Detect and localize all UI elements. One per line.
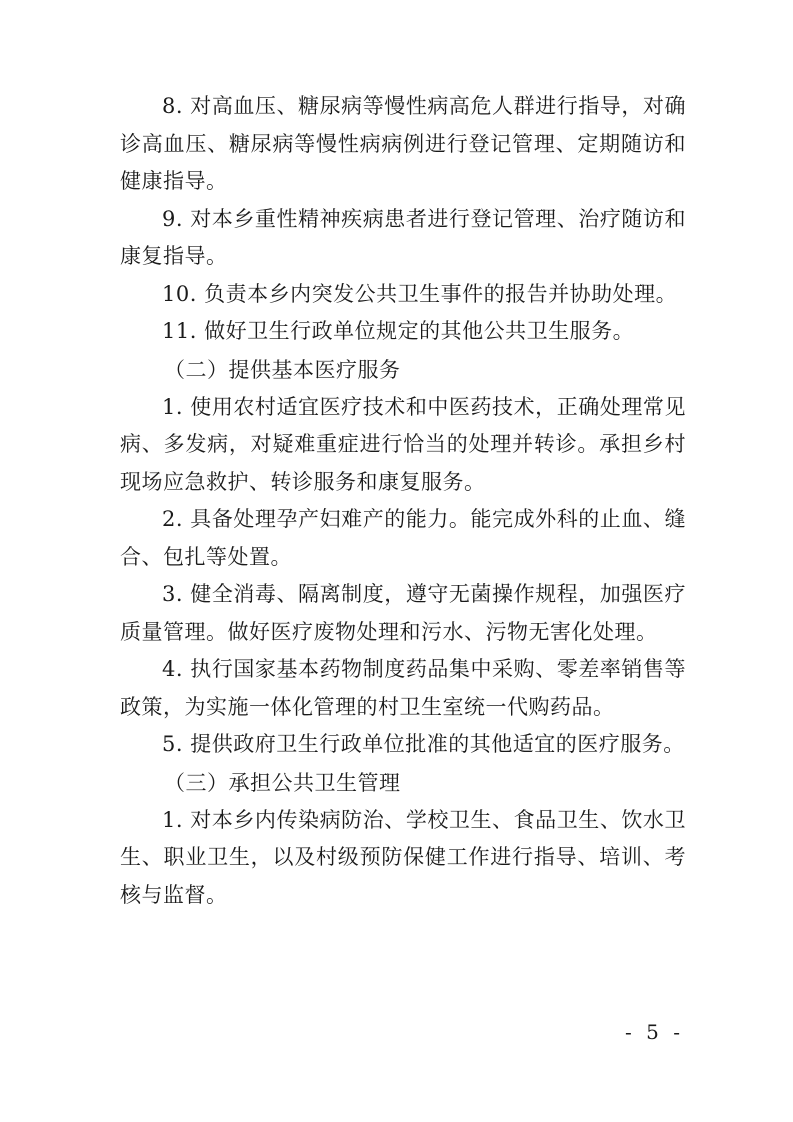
document-body: [120, 88, 686, 914]
paragraph-medical-5: 5. 提供政府卫生行政单位批准的其他适宜的医疗服务。: [162, 732, 685, 756]
paragraph-mgmt-1: 1. 对本乡内传染病防治、学校卫生、食品卫生、饮水卫生、职业卫生，以及村级预防保健工作进行指导、培训、考核与监督。: [120, 807, 686, 907]
section-heading-basic-medical: （二）提供基本医疗服务: [164, 357, 401, 382]
paragraph-item-9: 9. 对本乡重性精神疾病患者进行登记管理、治疗随访和康复指导。: [120, 206, 686, 268]
paragraph-medical-1: 1. 使用农村适宜医疗技术和中医药技术，正确处理常见病、多发病，对疑难重症进行恰当的处理并转诊。承担乡村现场应急救护、转诊服务和康复服务。: [120, 394, 686, 494]
paragraph-item-11: 11. 做好卫生行政单位规定的其他公共卫生服务。: [162, 319, 635, 343]
paragraph-item-8: 8. 对高血压、糖尿病等慢性病高危人群进行指导，对确诊高血压、糖尿病等慢性病病例进行登记管理、定期随访和健康指导。: [120, 94, 686, 193]
section-heading-public-health-mgmt: （三）承担公共卫生管理: [164, 770, 401, 795]
paragraph-medical-3: 3. 健全消毒、隔离制度，遵守无菌操作规程，加强医疗质量管理。做好医疗废物处理和污水、污物无害化处理。: [120, 582, 686, 644]
paragraph-medical-2: 2. 具备处理孕产妇难产的能力。能完成外科的止血、缝合、包扎等处置。: [120, 507, 686, 569]
paragraph-medical-4: 4. 执行国家基本药物制度药品集中采购、零差率销售等政策，为实施一体化管理的村卫生室统一代购药品。: [120, 657, 686, 719]
page-number: - 5 -: [625, 1020, 684, 1044]
paragraph-item-10: 10. 负责本乡内突发公共卫生事件的报告并协助处理。: [162, 281, 678, 306]
